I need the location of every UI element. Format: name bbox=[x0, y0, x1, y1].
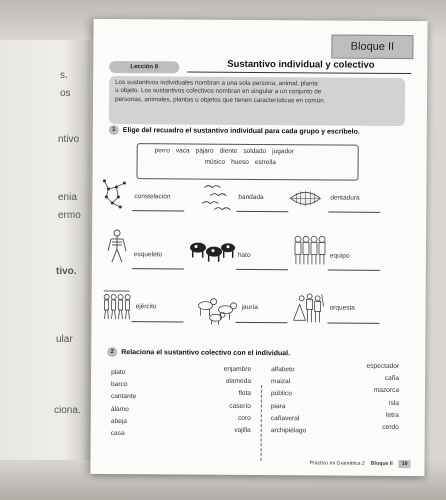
answer-line[interactable] bbox=[132, 268, 184, 269]
match-word[interactable]: cantante bbox=[110, 393, 137, 401]
match-word[interactable]: flota bbox=[238, 390, 252, 398]
word-bank-word: músico bbox=[204, 158, 226, 166]
left-page-fragment: ciona. bbox=[54, 405, 81, 416]
match-word[interactable]: alfabeto bbox=[271, 366, 295, 374]
individual-column-right bbox=[329, 362, 400, 436]
column-divider bbox=[261, 385, 263, 461]
individual-column-left bbox=[111, 369, 137, 442]
item-label: orquesta bbox=[329, 304, 355, 312]
page-title: Sustantivo individual y colectivo bbox=[227, 58, 375, 71]
match-word[interactable]: público bbox=[270, 390, 292, 398]
left-page-fragment: tivo. bbox=[56, 266, 77, 277]
item-label: esqueleto bbox=[133, 251, 163, 259]
match-word[interactable]: alameda bbox=[225, 377, 252, 386]
answer-line[interactable] bbox=[131, 321, 183, 322]
match-word[interactable]: casa bbox=[110, 429, 125, 438]
word-bank-word: vaca bbox=[175, 147, 190, 155]
word-bank-row bbox=[205, 159, 276, 166]
word-bank-word: jugador bbox=[272, 148, 294, 156]
left-page-fragment: enia bbox=[58, 192, 77, 203]
skeleton-icon bbox=[100, 229, 134, 263]
orchestra-icon bbox=[291, 290, 325, 324]
teeth-icon bbox=[288, 182, 322, 216]
left-page bbox=[0, 0, 90, 500]
exercise-1-heading bbox=[109, 125, 360, 137]
left-page-fragment: ntivo bbox=[58, 134, 80, 145]
answer-line[interactable] bbox=[328, 269, 380, 270]
intro-line: u objeto. Los sustantivos colectivos nombran en singular a un conjunto de bbox=[115, 87, 322, 96]
constellation-icon bbox=[98, 177, 132, 211]
exercise-number: 1 bbox=[109, 125, 119, 135]
match-word[interactable]: plato bbox=[111, 368, 126, 377]
left-page-fragment: s. bbox=[60, 70, 68, 81]
match-word[interactable]: cañaveral bbox=[270, 414, 300, 423]
cattle-herd-icon bbox=[188, 234, 236, 268]
item-label: hato bbox=[237, 251, 251, 259]
exercise-instruction: Relaciona el sustantivo colectivo con el individual. bbox=[121, 348, 291, 357]
word-bank-word: diente bbox=[219, 147, 238, 155]
match-word[interactable]: cerdo bbox=[382, 423, 399, 431]
item-label: dentadura bbox=[330, 194, 360, 202]
block-tab: Bloque II bbox=[331, 35, 413, 60]
word-bank-word: hueso bbox=[231, 158, 249, 166]
page-number: 19 bbox=[399, 460, 411, 468]
match-word[interactable]: vajilla bbox=[234, 426, 251, 434]
exercise-instruction: Elige del recuadro el sustantivo individual para cada grupo y escríbelo. bbox=[122, 126, 360, 136]
intro-line: Los sustantivos individuales nombran a una sola persona, animal, planta bbox=[115, 78, 318, 88]
item-label: ejército bbox=[135, 303, 157, 311]
match-word[interactable]: enjambre bbox=[223, 365, 252, 373]
match-word[interactable]: piara bbox=[270, 402, 286, 410]
intro-box bbox=[109, 76, 405, 126]
answer-line[interactable] bbox=[236, 211, 288, 212]
dog-pack-icon bbox=[195, 292, 239, 326]
match-word[interactable]: caserío bbox=[229, 402, 251, 410]
footer-block: Bloque II bbox=[370, 460, 393, 467]
item-label: equipo bbox=[329, 252, 350, 260]
footer-book-title: Practico mi Gramática 2 bbox=[309, 460, 365, 467]
word-bank-word: soldado bbox=[243, 147, 267, 156]
title-underline bbox=[187, 71, 411, 74]
collective-column-right bbox=[271, 366, 307, 439]
left-page-fragment: ular bbox=[56, 334, 73, 345]
left-page-fragment: os bbox=[60, 88, 71, 99]
army-icon bbox=[99, 287, 133, 321]
match-word[interactable]: letra bbox=[385, 411, 399, 419]
lesson-badge: Lección 8 bbox=[109, 61, 179, 73]
match-word[interactable]: espectador bbox=[366, 362, 400, 370]
match-word[interactable]: abeja bbox=[110, 417, 127, 425]
match-word[interactable]: álamo bbox=[110, 405, 129, 413]
match-word[interactable]: maizal bbox=[271, 378, 291, 386]
word-bank-word: pájaro bbox=[195, 147, 214, 155]
match-word[interactable]: caña bbox=[384, 375, 400, 383]
match-word[interactable]: barco bbox=[111, 381, 128, 389]
answer-line[interactable] bbox=[236, 269, 288, 270]
page-footer bbox=[309, 459, 410, 468]
answer-line[interactable] bbox=[235, 322, 287, 323]
item-label: bandada bbox=[238, 193, 264, 202]
match-word[interactable]: mazorca bbox=[373, 387, 400, 395]
match-word[interactable]: archipiélago bbox=[270, 427, 307, 435]
exercise-2-heading bbox=[107, 347, 290, 358]
word-bank-row bbox=[155, 147, 294, 155]
answer-line[interactable] bbox=[132, 210, 184, 211]
left-page-fragment: ermo bbox=[58, 210, 81, 221]
team-icon bbox=[292, 232, 326, 266]
item-label: jauría bbox=[241, 303, 258, 311]
word-bank-word: perro bbox=[154, 147, 170, 155]
match-word[interactable]: coro bbox=[237, 414, 251, 422]
bird-flock-icon bbox=[200, 180, 234, 214]
intro-line: personas, animales, plantas u objetos que tienen características en común. bbox=[115, 95, 326, 105]
collective-column-left bbox=[195, 366, 252, 440]
workbook-page bbox=[90, 19, 427, 476]
answer-line[interactable] bbox=[328, 211, 380, 212]
match-word[interactable]: isla bbox=[388, 399, 399, 407]
word-bank-word: estrella bbox=[254, 158, 276, 167]
answer-line[interactable] bbox=[327, 322, 379, 323]
item-label: constelación bbox=[134, 193, 171, 201]
exercise-number: 2 bbox=[107, 347, 117, 357]
